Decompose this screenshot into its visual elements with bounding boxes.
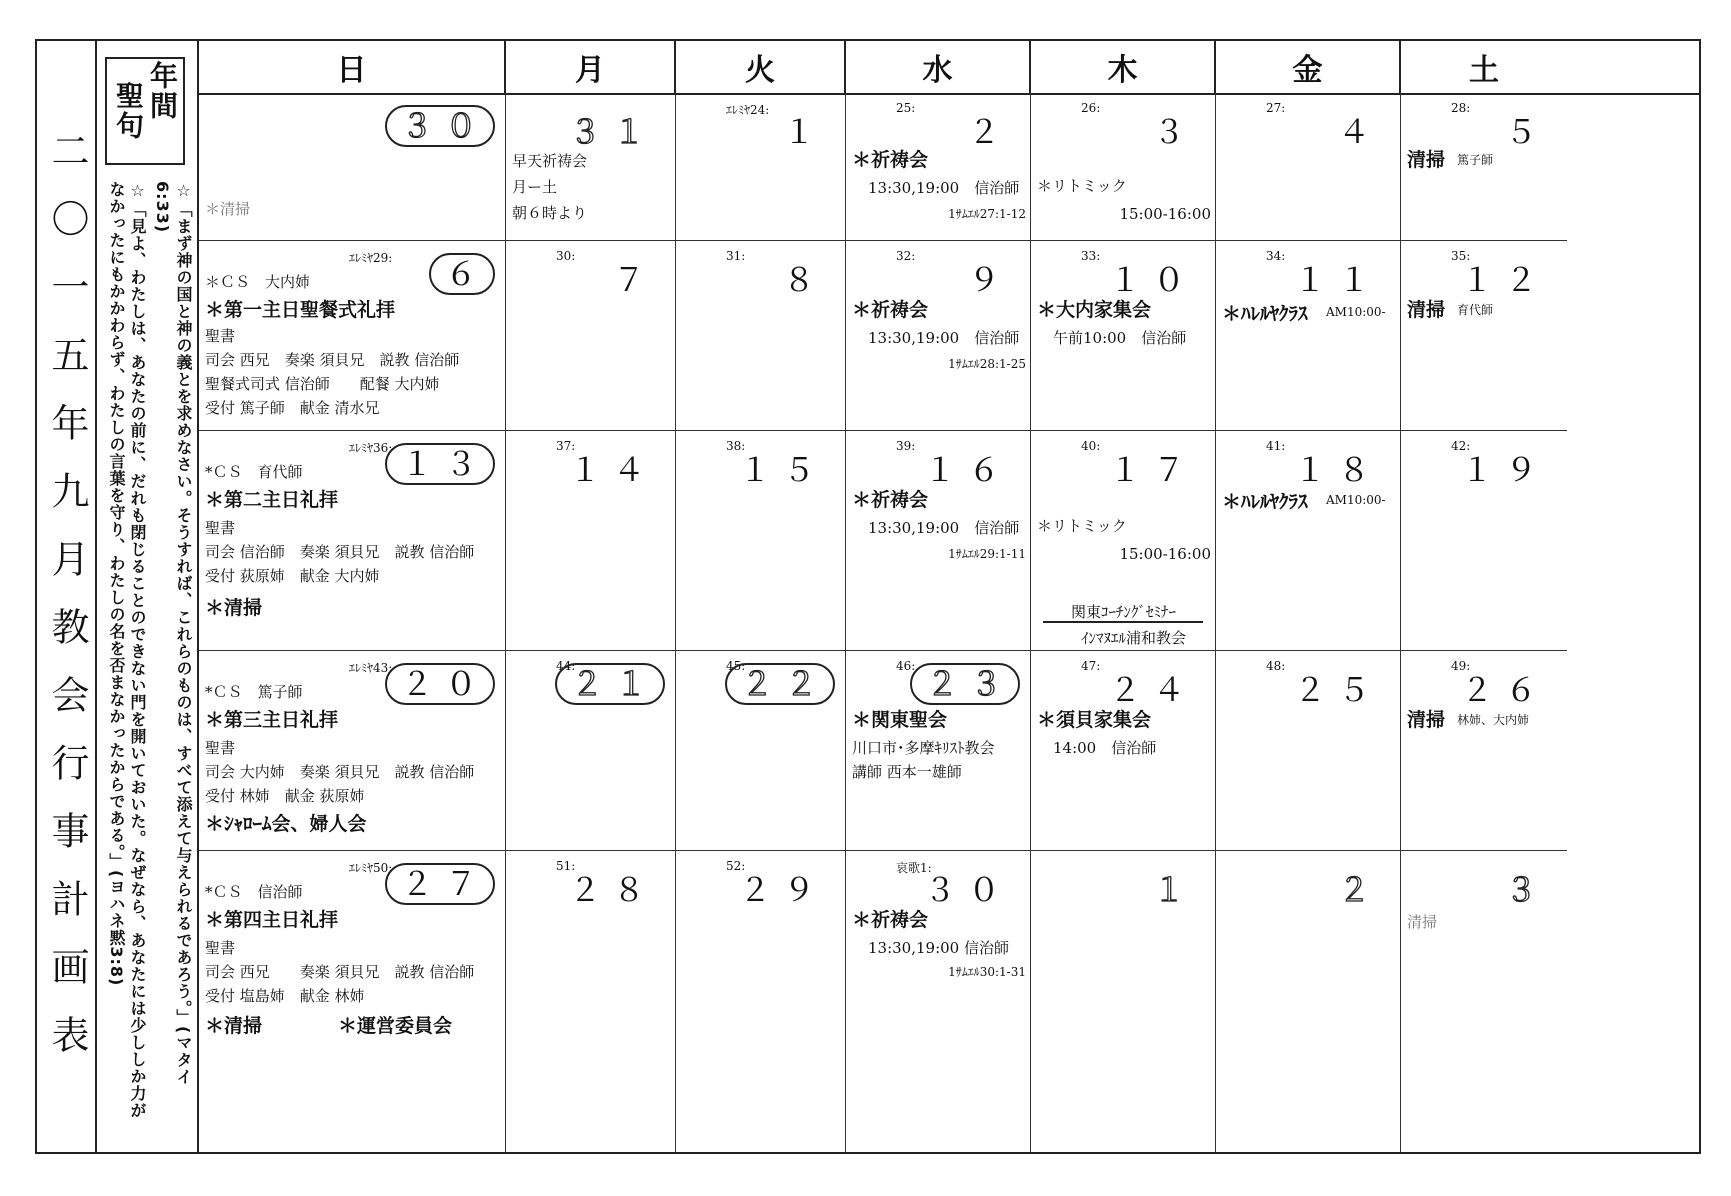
event-line: 月ー土 bbox=[512, 178, 558, 196]
event-line: ＊大内家集会 bbox=[1037, 299, 1152, 321]
event-line: 聖書 bbox=[205, 519, 236, 537]
day-cell[interactable] bbox=[846, 651, 1031, 851]
event-line: 1ｻﾑｴﾙ30:1-31 bbox=[948, 965, 1026, 979]
event-line: 司会 信治師 奏楽 須貝兄 説教 信治師 bbox=[205, 543, 475, 561]
day-cell[interactable] bbox=[1401, 93, 1567, 241]
date-number: ２０ bbox=[385, 663, 495, 705]
event-line: ＊関東聖会 bbox=[852, 709, 948, 731]
day-cell[interactable] bbox=[506, 431, 676, 651]
day-cell[interactable] bbox=[1216, 93, 1401, 241]
date-number: ２９ bbox=[738, 871, 827, 909]
date-number: ２７ bbox=[385, 863, 495, 905]
date-number: １２ bbox=[1460, 261, 1549, 299]
day-cell[interactable] bbox=[1401, 651, 1567, 851]
event-line: 篤子師 bbox=[1457, 153, 1494, 167]
page-title: 二〇一五年九月教会行事計画表 bbox=[45, 131, 89, 1083]
event-line: 司会 西兄 奏楽 須貝兄 説教 信治師 bbox=[205, 351, 460, 369]
day-cell[interactable] bbox=[1216, 851, 1401, 1152]
date-number: １ bbox=[1152, 871, 1197, 909]
date-number: ９ bbox=[967, 261, 1012, 299]
bible-reading: 45: bbox=[726, 659, 746, 673]
event-line: 15:00-16:00 bbox=[1119, 545, 1211, 563]
day-cell[interactable] bbox=[846, 851, 1031, 1152]
event-line: 川口市･多摩ｷﾘｽﾄ教会 bbox=[852, 739, 995, 757]
event-line: 関東ｺｰﾁﾝｸﾞｾﾐﾅｰ bbox=[1071, 603, 1177, 621]
day-cell[interactable] bbox=[1401, 241, 1567, 431]
event-line: 13:30,19:00 信治師 bbox=[868, 939, 1009, 957]
day-header-3: 水 bbox=[846, 41, 1031, 93]
bible-reading: 32: bbox=[896, 249, 916, 263]
event-line: ＊ＣＳ 大内姉 bbox=[205, 273, 311, 291]
event-line: ＊リトミック bbox=[1037, 517, 1127, 535]
date-number: ３ bbox=[1504, 871, 1549, 909]
event-line: ＊祈祷会 bbox=[852, 909, 929, 931]
day-cell[interactable] bbox=[1031, 93, 1216, 241]
bible-reading: 28: bbox=[1451, 101, 1471, 115]
event-line: 聖書 bbox=[205, 739, 236, 757]
day-cell[interactable] bbox=[199, 241, 506, 431]
day-cell[interactable] bbox=[1031, 241, 1216, 431]
date-number: ３１ bbox=[568, 113, 657, 151]
event-line: 14:00 信治師 bbox=[1053, 739, 1157, 757]
bible-reading: 27: bbox=[1266, 101, 1286, 115]
day-cell[interactable] bbox=[506, 851, 676, 1152]
day-header-0: 日 bbox=[199, 41, 506, 93]
bible-reading: 48: bbox=[1266, 659, 1286, 673]
date-number: ７ bbox=[612, 261, 657, 299]
event-line: 13:30,19:00 信治師 bbox=[868, 519, 1020, 537]
bible-reading: 30: bbox=[556, 249, 576, 263]
day-cell[interactable] bbox=[506, 241, 676, 431]
event-line: *ＣＳ 篤子師 bbox=[205, 683, 303, 701]
date-number: １６ bbox=[923, 451, 1012, 489]
day-cell[interactable] bbox=[506, 651, 676, 851]
event-line: 育代師 bbox=[1457, 303, 1494, 317]
verse-column bbox=[97, 41, 199, 1152]
event-line: 清掃 bbox=[1407, 299, 1446, 321]
event-line: 朝６時より bbox=[512, 204, 588, 222]
bible-reading: 47: bbox=[1081, 659, 1101, 673]
bible-reading: 哀歌1: bbox=[896, 861, 932, 875]
date-number: １７ bbox=[1108, 451, 1197, 489]
date-number: ２５ bbox=[1293, 671, 1382, 709]
date-number: ３０ bbox=[385, 105, 495, 147]
day-cell[interactable] bbox=[506, 93, 676, 241]
day-cell[interactable] bbox=[676, 93, 846, 241]
date-number: １ bbox=[782, 113, 827, 151]
day-cell[interactable] bbox=[1216, 241, 1401, 431]
bible-reading: 31: bbox=[726, 249, 746, 263]
day-cell[interactable] bbox=[199, 93, 506, 241]
event-line: ＊須貝家集会 bbox=[1037, 709, 1152, 731]
event-line: 聖書 bbox=[205, 327, 236, 345]
day-cell[interactable] bbox=[846, 431, 1031, 651]
event-line: 清掃 bbox=[1407, 709, 1446, 731]
event-line: ＊祈祷会 bbox=[852, 149, 929, 171]
date-number: １９ bbox=[1460, 451, 1549, 489]
bible-reading: 40: bbox=[1081, 439, 1101, 453]
date-number: ３ bbox=[1152, 113, 1197, 151]
event-line: 聖書 bbox=[205, 939, 236, 957]
event-line: 受付 塩島姉 献金 林姉 bbox=[205, 987, 365, 1005]
event-line: ＊清掃 ＊運営委員会 bbox=[205, 1015, 453, 1037]
date-number: ２ bbox=[1337, 871, 1382, 909]
event-line: 13:30,19:00 信治師 bbox=[868, 329, 1020, 347]
event-line: ＊ﾊﾚﾙﾔｸﾗｽ bbox=[1222, 491, 1308, 513]
annual-verse-label bbox=[105, 57, 185, 165]
calendar-sheet bbox=[35, 39, 1701, 1154]
event-line: 早天祈祷会 bbox=[512, 152, 588, 170]
bible-reading: ｴﾚﾐﾔ36: bbox=[349, 441, 393, 455]
event-line: 司会 西兄 奏楽 須貝兄 説教 信治師 bbox=[205, 963, 475, 981]
event-line: 受付 林姉 献金 荻原姉 bbox=[205, 787, 365, 805]
bible-reading: 33: bbox=[1081, 249, 1101, 263]
event-line: 講師 西本一雄師 bbox=[852, 763, 962, 781]
event-line: 1ｻﾑｴﾙ28:1-25 bbox=[948, 357, 1026, 371]
event-line: ＊清掃 bbox=[205, 200, 251, 218]
date-number: ２ bbox=[967, 113, 1012, 151]
bible-reading: 51: bbox=[556, 859, 576, 873]
day-header-6: 土 bbox=[1469, 53, 1499, 88]
day-cell[interactable] bbox=[199, 431, 506, 651]
day-cell[interactable] bbox=[846, 93, 1031, 241]
verse-line-2: ☆「見よ、わたしは、あなたの前に、だれも閉じることのできない門を開いておいた。なぜなら、あなたには少ししか力がなかったにもかかわらず、わたしの言葉を守り、わたしの名を否まなかったからである。」(ヨハネ黙3:8) bbox=[107, 181, 147, 1119]
event-line: 1ｻﾑｴﾙ27:1-12 bbox=[948, 207, 1026, 221]
event-line: ＊リトミック bbox=[1037, 177, 1127, 195]
day-header-2: 火 bbox=[676, 41, 846, 93]
bible-reading: 35: bbox=[1451, 249, 1471, 263]
bible-reading: 52: bbox=[726, 859, 746, 873]
date-number: ３０ bbox=[923, 871, 1012, 909]
event-line: *ＣＳ 育代師 bbox=[205, 463, 303, 481]
bible-reading: 25: bbox=[896, 101, 916, 115]
event-line: 林姉、大内姉 bbox=[1457, 713, 1530, 727]
event-line: ＊ﾊﾚﾙﾔｸﾗｽ bbox=[1222, 303, 1308, 325]
date-number: ４ bbox=[1337, 113, 1382, 151]
event-line: ＊第二主日礼拝 bbox=[205, 489, 339, 511]
bible-reading: 41: bbox=[1266, 439, 1286, 453]
date-number: １３ bbox=[385, 443, 495, 485]
day-header-5: 金 bbox=[1216, 41, 1401, 93]
event-line: 13:30,19:00 信治師 bbox=[868, 179, 1020, 197]
bible-reading: 34: bbox=[1266, 249, 1286, 263]
event-line: 15:00-16:00 bbox=[1119, 205, 1211, 223]
event-line: AM10:00- bbox=[1326, 305, 1386, 319]
bible-reading: ｴﾚﾐﾔ50: bbox=[349, 861, 393, 875]
event-line: ＊第一主日聖餐式礼拝 bbox=[205, 299, 396, 321]
date-number: ２１ bbox=[555, 663, 665, 705]
event-line: ＊ｼｬﾛｰﾑ会、婦人会 bbox=[205, 813, 367, 835]
day-cell[interactable] bbox=[1031, 851, 1216, 1152]
bible-reading: 42: bbox=[1451, 439, 1471, 453]
annual-verse-label-top: 年間 bbox=[146, 61, 179, 121]
day-cell[interactable] bbox=[1401, 431, 1567, 651]
event-line: ｲﾝﾏﾇｴﾙ浦和教会 bbox=[1081, 629, 1187, 647]
bible-reading: ｴﾚﾐﾔ24: bbox=[726, 103, 770, 117]
event-line: ＊祈祷会 bbox=[852, 489, 929, 511]
day-cell[interactable] bbox=[1401, 851, 1567, 1152]
day-cell[interactable] bbox=[846, 241, 1031, 431]
date-number: ６ bbox=[429, 253, 495, 295]
bible-reading: 39: bbox=[896, 439, 916, 453]
calendar-grid bbox=[199, 41, 1699, 1152]
bible-reading: 37: bbox=[556, 439, 576, 453]
day-cell[interactable] bbox=[199, 851, 506, 1152]
date-number: ２２ bbox=[725, 663, 835, 705]
date-number: １５ bbox=[738, 451, 827, 489]
verse-line-1: ☆「まず神の国と神の義とを求めなさい。そうすれば、これらのものは、すべて添えて与えられるであろう。」(マタイ6:33) bbox=[153, 181, 193, 1086]
day-cell[interactable] bbox=[1031, 651, 1216, 851]
bible-reading: ｴﾚﾐﾔ43: bbox=[349, 661, 393, 675]
date-number: １８ bbox=[1293, 451, 1382, 489]
event-line: *ＣＳ 信治師 bbox=[205, 883, 303, 901]
event-line: ＊第三主日礼拝 bbox=[205, 709, 339, 731]
bible-reading: 26: bbox=[1081, 101, 1101, 115]
date-number: ２４ bbox=[1108, 671, 1197, 709]
bible-reading: 38: bbox=[726, 439, 746, 453]
event-line: 午前10:00 信治師 bbox=[1053, 329, 1187, 347]
annual-verse-label-bottom: 聖句 bbox=[112, 81, 145, 141]
day-cell[interactable] bbox=[676, 241, 846, 431]
underline-rule bbox=[1043, 621, 1203, 623]
day-header-row bbox=[199, 41, 1699, 95]
day-header-1: 月 bbox=[506, 41, 676, 93]
date-number: ８ bbox=[782, 261, 827, 299]
event-line: 聖餐式司式 信治師 配餐 大内姉 bbox=[205, 375, 440, 393]
event-line: 清掃 bbox=[1407, 149, 1446, 171]
day-cell[interactable] bbox=[676, 851, 846, 1152]
event-line: AM10:00- bbox=[1326, 493, 1386, 507]
date-number: ２８ bbox=[568, 871, 657, 909]
day-cell[interactable] bbox=[1031, 431, 1216, 651]
title-column bbox=[37, 41, 97, 1152]
date-number: １１ bbox=[1293, 261, 1382, 299]
day-cell[interactable] bbox=[1216, 431, 1401, 651]
event-line: ＊清掃 bbox=[205, 597, 263, 619]
date-number: ２３ bbox=[910, 663, 1020, 705]
bible-reading: ｴﾚﾐﾔ29: bbox=[349, 251, 393, 265]
date-number: ５ bbox=[1504, 113, 1549, 151]
event-line: 1ｻﾑｴﾙ29:1-11 bbox=[948, 547, 1026, 561]
event-line: ＊第四主日礼拝 bbox=[205, 909, 339, 931]
event-line: 受付 篤子師 献金 清水兄 bbox=[205, 399, 380, 417]
bible-reading: 44: bbox=[556, 659, 576, 673]
event-line: 司会 大内姉 奏楽 須貝兄 説教 信治師 bbox=[205, 763, 475, 781]
day-cell[interactable] bbox=[199, 651, 506, 851]
event-line: 受付 荻原姉 献金 大内姉 bbox=[205, 567, 380, 585]
day-cell[interactable] bbox=[676, 651, 846, 851]
day-cell[interactable] bbox=[676, 431, 846, 651]
bible-reading: 46: bbox=[896, 659, 916, 673]
date-number: １０ bbox=[1108, 261, 1197, 299]
date-number: １４ bbox=[568, 451, 657, 489]
date-number: ２６ bbox=[1460, 671, 1549, 709]
day-cell[interactable] bbox=[1216, 651, 1401, 851]
bible-reading: 49: bbox=[1451, 659, 1471, 673]
event-line: 清掃 bbox=[1407, 913, 1438, 931]
event-line: ＊祈祷会 bbox=[852, 299, 929, 321]
day-header-4: 木 bbox=[1031, 41, 1216, 93]
